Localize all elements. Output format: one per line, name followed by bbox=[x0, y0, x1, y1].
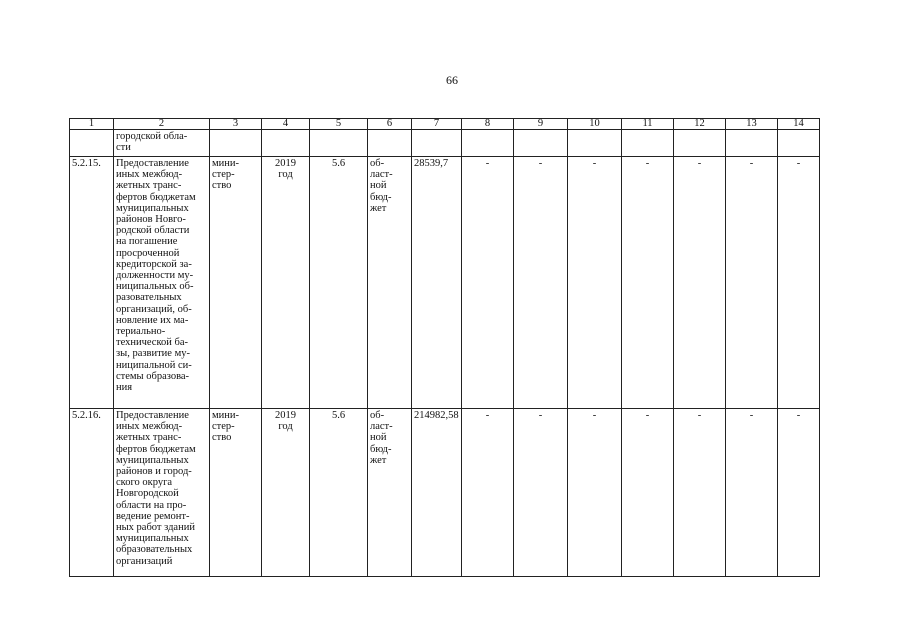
row-year: 2019 год bbox=[262, 409, 310, 577]
row-executor: мини- стер- ство bbox=[210, 409, 262, 577]
column-header: 11 bbox=[622, 119, 674, 130]
column-header: 2 bbox=[114, 119, 210, 130]
row-year: 2019 год bbox=[262, 157, 310, 409]
column-header: 10 bbox=[568, 119, 622, 130]
row-value: - bbox=[462, 157, 514, 409]
row-value: - bbox=[568, 409, 622, 577]
row-id: 5.2.15. bbox=[70, 157, 114, 409]
column-header: 8 bbox=[462, 119, 514, 130]
row-amount: 28539,7 bbox=[412, 157, 462, 409]
page-number: 66 bbox=[446, 73, 458, 87]
continuation-row bbox=[70, 130, 820, 157]
row-description: Предоставление иных межбюд- жетных транс- фертов бюджетам муниципальных районов Новго- родской области на погашение просроченной кредиторской за- долженности му- ниципальных об- разовательных организаций, об- новление их ма- териально- технической ба- зы, развитие му- ниципальной си- стемы образова- ния bbox=[114, 157, 210, 409]
row-target: 5.6 bbox=[310, 157, 368, 409]
row-value: - bbox=[462, 409, 514, 577]
column-header: 6 bbox=[368, 119, 412, 130]
row-value: - bbox=[622, 409, 674, 577]
column-header: 12 bbox=[674, 119, 726, 130]
row-value: - bbox=[674, 157, 726, 409]
table-row bbox=[70, 157, 820, 409]
column-header: 14 bbox=[778, 119, 820, 130]
row-value: - bbox=[778, 157, 820, 409]
row-source: об- ласт- ной бюд- жет bbox=[368, 409, 412, 577]
table-row bbox=[70, 409, 820, 577]
row-target: 5.6 bbox=[310, 409, 368, 577]
row-value: - bbox=[568, 157, 622, 409]
row-value: - bbox=[622, 157, 674, 409]
column-header: 4 bbox=[262, 119, 310, 130]
row-value: - bbox=[514, 409, 568, 577]
row-executor: мини- стер- ство bbox=[210, 157, 262, 409]
continuation-description: городской обла- сти bbox=[114, 130, 210, 157]
row-value: - bbox=[726, 409, 778, 577]
row-description: Предоставление иных межбюд- жетных транс- фертов бюджетам муниципальных районов и город- ского округа Новгородской области на про- ведение ремонт- ных работ зданий муниципальных образовательных организаций bbox=[114, 409, 210, 577]
column-number-row bbox=[70, 119, 820, 130]
row-source: об- ласт- ной бюд- жет bbox=[368, 157, 412, 409]
row-amount: 214982,58 bbox=[412, 409, 462, 577]
column-header: 1 bbox=[70, 119, 114, 130]
row-value: - bbox=[674, 409, 726, 577]
column-header: 9 bbox=[514, 119, 568, 130]
column-header: 7 bbox=[412, 119, 462, 130]
row-id: 5.2.16. bbox=[70, 409, 114, 577]
row-value: - bbox=[514, 157, 568, 409]
row-value: - bbox=[778, 409, 820, 577]
program-table bbox=[69, 118, 820, 577]
column-header: 3 bbox=[210, 119, 262, 130]
column-header: 13 bbox=[726, 119, 778, 130]
row-value: - bbox=[726, 157, 778, 409]
column-header: 5 bbox=[310, 119, 368, 130]
